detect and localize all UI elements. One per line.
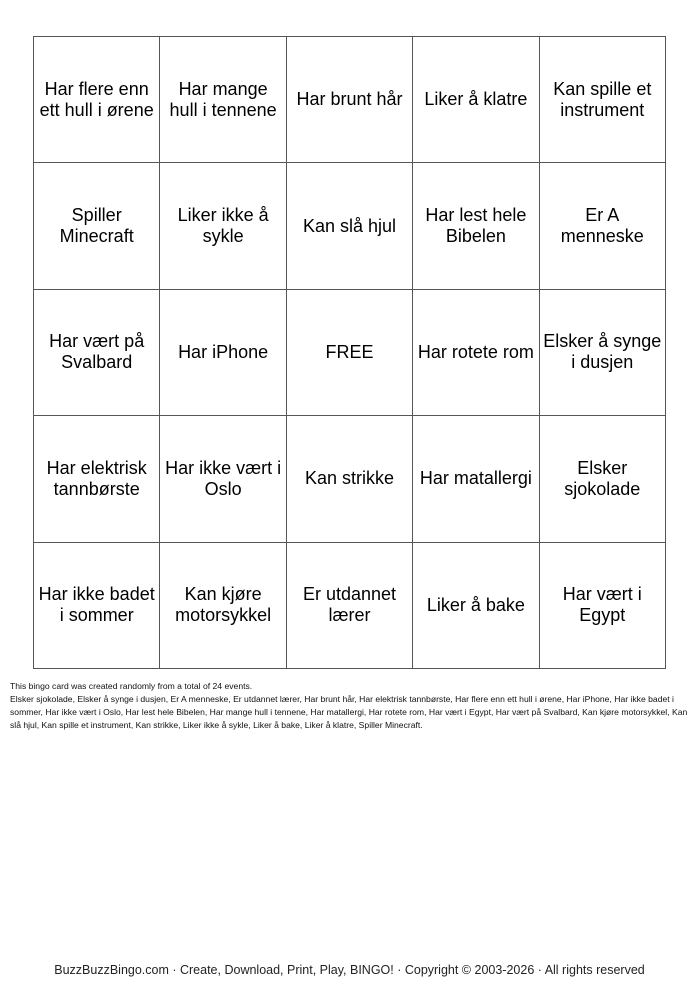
bingo-cell: Har lest hele Bibelen xyxy=(413,163,539,289)
bingo-cell: Elsker å synge i dusjen xyxy=(540,290,666,416)
bingo-cell: Har iPhone xyxy=(160,290,286,416)
card-info xyxy=(10,680,690,732)
bingo-cell: Kan strikke xyxy=(287,416,413,542)
bingo-cell: Har elektrisk tannbørste xyxy=(34,416,160,542)
bingo-cell: Kan spille et instrument xyxy=(540,37,666,163)
bingo-cell: Har vært på Svalbard xyxy=(34,290,160,416)
bingo-cell: Har flere enn ett hull i ørene xyxy=(34,37,160,163)
bingo-cell: Har brunt hår xyxy=(287,37,413,163)
events-list: Elsker sjokolade, Elsker å synge i dusjen, Er A menneske, Er utdannet lærer, Har brunt hår, Har elektrisk tannbørste, Har flere enn ett hull i ørene, Har iPhone, Har ikke badet i sommer, Har ikke vært i Oslo, Har lest hele Bibelen, Har mange hull i tennene, Har matallergi, Har rotete rom, Har vært i Egypt, Har vært på Svalbard, Kan kjøre motorsykkel, Kan slå hjul, Kan spille et instrument, Kan strikke, Liker ikke å sykle, Liker å bake, Liker å klatre, Spiller Minecraft. xyxy=(10,694,688,730)
bingo-cell: Har matallergi xyxy=(413,416,539,542)
bingo-cell: Har ikke badet i sommer xyxy=(34,543,160,669)
bingo-cell: Har ikke vært i Oslo xyxy=(160,416,286,542)
bingo-cell: Kan slå hjul xyxy=(287,163,413,289)
bingo-cell: Elsker sjokolade xyxy=(540,416,666,542)
bingo-cell: Har mange hull i tennene xyxy=(160,37,286,163)
bingo-card-grid xyxy=(33,36,666,669)
bingo-cell: Liker å bake xyxy=(413,543,539,669)
bingo-cell: Liker ikke å sykle xyxy=(160,163,286,289)
bingo-cell: Har vært i Egypt xyxy=(540,543,666,669)
page-footer: BuzzBuzzBingo.com · Create, Download, Print, Play, BINGO! · Copyright © 2003-2026 · All rights reserved xyxy=(54,963,645,977)
bingo-cell: Er A menneske xyxy=(540,163,666,289)
bingo-cell: Kan kjøre motorsykkel xyxy=(160,543,286,669)
bingo-free-cell: FREE xyxy=(287,290,413,416)
bingo-cell: Har rotete rom xyxy=(413,290,539,416)
bingo-cell: Er utdannet lærer xyxy=(287,543,413,669)
card-summary: This bingo card was created randomly from a total of 24 events. xyxy=(10,681,253,691)
bingo-cell: Spiller Minecraft xyxy=(34,163,160,289)
bingo-cell: Liker å klatre xyxy=(413,37,539,163)
